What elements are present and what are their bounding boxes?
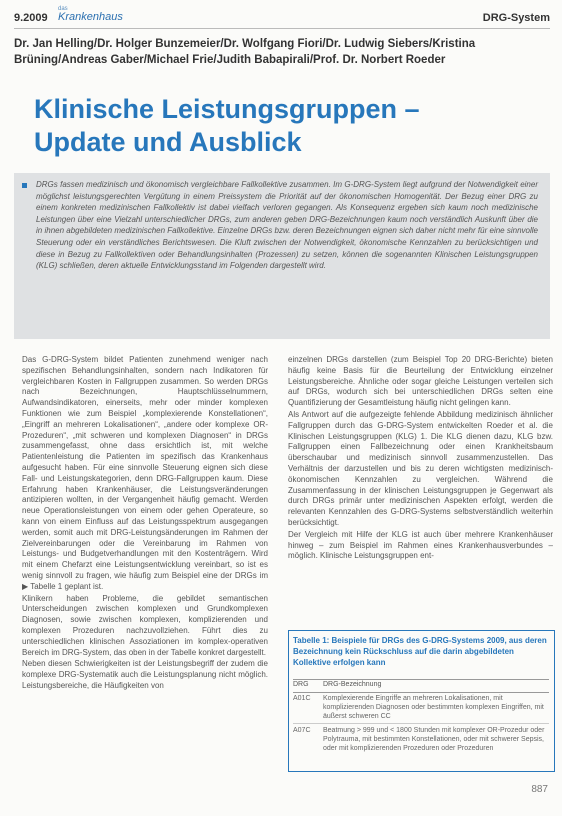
abstract-box (14, 173, 550, 339)
author-list: Dr. Jan Helling/Dr. Holger Bunzemeier/Dr. Wolfgang Fiori/Dr. Ludwig Siebers/Kristina Brüning/Andreas Gaber/Michael Frie/Judith Babapirali/Prof. Dr. Norbert Roeder (14, 38, 476, 66)
table-caption: Tabelle 1: Beispiele für DRGs des G-DRG-Systems 2009, aus deren Bezeichnung kein Rückschluss auf die darin abgebildeten Kollektive erfolgen kann (293, 636, 547, 667)
body-column-left (22, 355, 268, 693)
table-cell-drg: A01C (293, 695, 311, 702)
table-header (293, 679, 549, 693)
issue-date: 9.2009 (14, 12, 48, 24)
table-cell-text: Komplexierende Eingriffe an mehreren Lokalisationen, mit komplizierenden Diagnosen oder bestimmten komplexen Eingriffen, mit äußerst schweren CC (323, 695, 544, 720)
page-header (0, 0, 562, 28)
table-header-name: DRG-Bezeichnung (323, 681, 382, 688)
abstract-marker-icon (22, 183, 27, 188)
section-label: DRG-System (482, 12, 550, 24)
article-title (34, 93, 554, 159)
paragraph: Neben diesen Schwierigkeiten ist der Leistungsbegriff der zudem die komplexe DRG-Systematik auch die Leistungsplanung nicht möglich. Leistungsbereiche, die Häufigkeiten von (22, 659, 268, 690)
table-row (293, 693, 549, 724)
table-1 (288, 630, 555, 772)
paragraph: Klinikern haben Probleme, die gebildet semantischen Unterscheidungen zwischen komplexen und Grundkomplexen Diagnosen, sowie zwischen komplexen, komplizierenden und komplexen Prozeduren nachzuvollziehen. Führt dies zu unterschiedlichen klinischen Assoziationen im komplex-operativen Bereich im DRG-System, das oben in der Tabelle konkret dargestellt. (22, 593, 268, 657)
table-cell-text: Beatmung > 999 und < 1800 Stunden mit komplexer OR-Prozedur oder Polytrauma, mit bestimmten Konstellationen, oder mit schwerer Sepsis, oder mit komplizierenden Prozeduren oder Prozeduren (323, 727, 545, 752)
table-header-drg: DRG (293, 681, 309, 688)
title-line-1: Klinische Leistungsgruppen – (34, 94, 420, 124)
title-line-2: Update und Ausblick (34, 127, 302, 157)
paragraph: Der Vergleich mit Hilfe der KLG ist auch über mehrere Krankenhäuser hinweg – zum Beispiel im Rahmen eines Krankenhausverbundes – möglich. Klinische Leistungsgruppen ent- (288, 529, 553, 561)
header-rule (14, 28, 550, 29)
page-number: 887 (531, 784, 548, 795)
table-row (293, 725, 549, 765)
body-column-right (288, 355, 553, 563)
paragraph: Das G-DRG-System bildet Patienten zunehmend weniger nach spezifischen Behandlungsinhalten, sondern nach Indikatoren für vergleichbaren Kosten in Fallgruppen zusammen. So werden DRGs nach Bezeichnungen, Hauptschlüsselnummern, Aufwandsindikatoren, einerseits, mehr oder minder komplexen Funktionen wie zum Beispiel „komplexierende Konstellationen“, „Eingriff an mehreren Lokalisationen“, „andere oder komplexe OR-Prozeduren“, „mit schweren und komplexen Diagnosen“ in DRGs zusammengefasst, ohne dass ersichtlich ist, mit welche Patientenleistung die Patienten im spezifisch das Krankenhaus aufgesucht haben. Für eine sinnvolle Steuerung eignen sich diese Fall- und Leistungskategorien, denn DRG-Fallgruppen kaum. Diese Erfahrung haben Krankenhäuser, die Leistungsveränderungen antizipieren wollten, in der Vergangenheit häufig gemacht. Werden neue Operationsleistungen von einem oder gehen Operateure, so kann von einem Einfluss auf das Leistungsspektrum ausgegangen werden, somit auch mit DRG-Leistungsänderungen im Rahmen der Zielvereinbarungen oder die Vereinbarung im Rahmen von Leistungs- und Budgetverhandlungen mit den Kostenträgern. Wird mit einem Chefarzt eine Leistungsentwicklung vereinbart, so ist es wenig sinnvoll zu fragen, wie häufig zum Beispiel eine der DRGs im ▶ Tabelle 1 geplant ist. (22, 355, 268, 591)
table-cell-drg: A07C (293, 727, 311, 734)
journal-logo (56, 6, 123, 24)
abstract-text: DRGs fassen medizinisch und ökonomisch vergleichbare Fallkollektive zusammen. Im G-DRG-System liegt aufgrund der Notwendigkeit einer möglichst leistungsgerechten Vergütung in einem Preissystem die Priorität auf der ökonomischen Homogenität. Der Bezug einer DRG zu einem konkreten medizinischen Fallkollektiv ist dabei vielfach verloren gegangen. Als Konsequenz ergeben sich kaum noch medizinische Leistungen über eine Vielzahl unterschiedlicher DRGs, zum anderen geben DRG-Bezeichnungen kaum noch verständlich Auskunft über die in ihnen abgebildeten medizinischen Fallkollektive. Einzelne DRGs bzw. deren Bezeichnungen eignen sich daher nicht mehr für eine sinnvolle Steuerung oder ein verständliches Berichtswesen. Die Kluft zwischen der Notwendigkeit, ökonomische Kennzahlen zu berücksichtigen und diese in Bezug zu Fallkollektiven oder Behandlungsinhalten (Prozessen) zu setzen, können die sogenannten Klinischen Leistungsgruppen (KLG) schließen, deren aktuelle Entwicklungsstand im Folgenden dargestellt wird. (36, 180, 538, 271)
paragraph: Als Antwort auf die aufgezeigte fehlende Abbildung medizinisch ähnlicher Fallgruppen durch das G-DRG-System entwickelten Roeder et al. die Klinischen Leistungsgruppen (KLG) 1. Die KLG dienen dazu, KLG bzw. Fallgruppen einen Fallbezeichnung oder einen Krankheitsbaum überschaubar und medizinisch sinnvoll zusammenzustellen. Das Verhältnis der darzustellen und bis zu deren wichtigsten medizinisch-ökonomischen Kennzahlen zu vergleichen. Während die Zusammenfassung in der klinischen Leistungsgruppen je Gegenwart als durch DRGs primär unter medizinischen Aspekten erfolgt, werden die relevanten Kennzahlen des G-DRG-Systems selbstverständlich weiterhin berücksichtigt. (288, 409, 553, 527)
logo-small-text: das (58, 6, 68, 12)
paragraph: einzelnen DRGs darstellen (zum Beispiel Top 20 DRG-Berichte) bieten häufig keine Basis für die Beurteilung der Entwicklung einzelner Leistungsbereiche. Ähnliche oder sogar gleiche Leistungen verteilen sich auf DRGs, wodurch sich bei unterschiedlichen DRGs selten eine Quantifizierung der Gesamtleistung häufig nicht gelingen kann. (288, 355, 553, 408)
logo-text: Krankenhaus (58, 11, 123, 23)
